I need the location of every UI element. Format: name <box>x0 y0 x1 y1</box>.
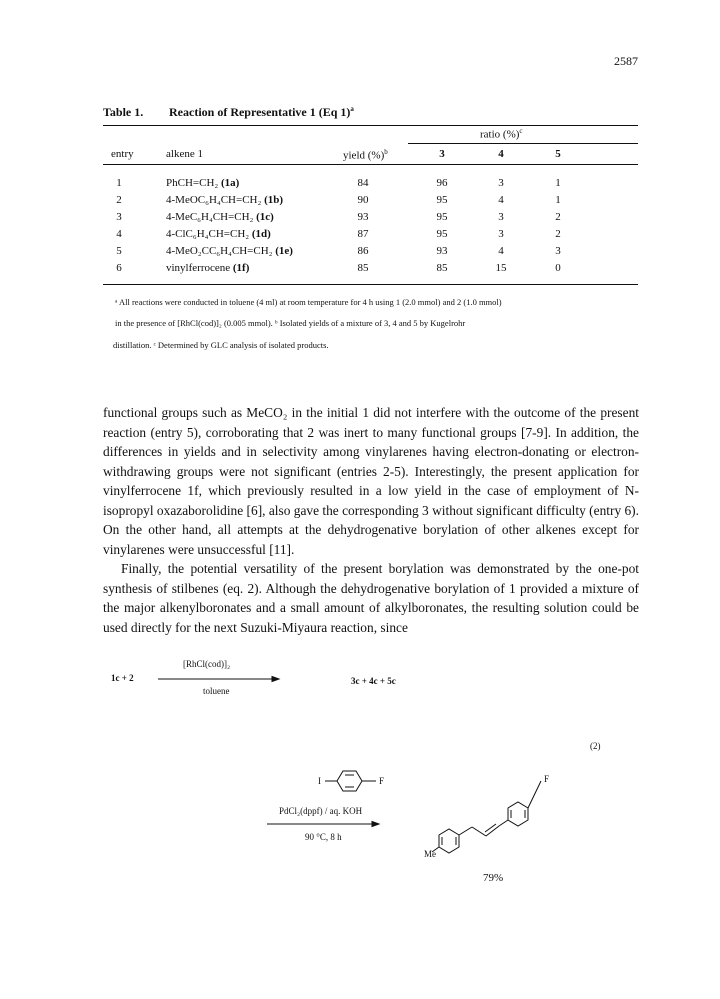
entry-cell: 5 <box>116 245 122 257</box>
equation-number: (2) <box>590 741 601 751</box>
entry-cell: 2 <box>116 194 122 206</box>
ratio-header-text: ratio (%) <box>480 128 520 141</box>
ratio4-cell: 4 <box>498 194 504 206</box>
yield-cell: 86 <box>357 245 369 257</box>
alkene-formula: 4-MeO₂CC₆H₄CH=CH₂ <box>166 245 273 257</box>
col-yield-mark: b <box>384 148 388 156</box>
ratio-header-mark: c <box>519 127 523 135</box>
alkene-formula: 4-ClC₆H₄CH=CH₂ <box>166 228 250 240</box>
arrow-head-2 <box>372 822 379 827</box>
table-footnote: distillation. ᶜ Determined by GLC analysis of isolated products. <box>113 340 329 350</box>
alkene-code: (1d) <box>251 228 271 240</box>
ratio4-cell: 4 <box>498 245 504 257</box>
scheme-products: 3c + 4c + 5c <box>351 676 396 686</box>
aryl-halide-F: F <box>379 776 385 786</box>
yield-cell: 93 <box>357 211 369 223</box>
alkene-code: (1f) <box>232 262 250 274</box>
ratio3-cell: 96 <box>436 177 448 189</box>
col-5: 5 <box>555 148 561 160</box>
paragraph: functional groups such as MeCO₂ in the initial 1 did not interfere with the outcome of the present reaction (entry 5), corroborating that 2 was inert to many functional groups [7-9]. In addition, the differences in yields and in selectivity among vinylarenes having electron-donating or electron-withdrawing groups were not significant (entries 2-5). Interestingly, the present application for vinylferrocene 1f, which previously resulted in a low yield in the case of employment of N-isopropyl oxazaborolidine [6], also gave the corresponding 3 without significant difficulty (entry 6). On the other hand, all attempts at the dehydrogenative borylation of other alkenes except for vinylarenes were unsuccessful [11]. <box>103 405 639 557</box>
ratio4-cell: 3 <box>498 211 504 223</box>
ratio4-cell: 3 <box>498 228 504 240</box>
entry-cell: 1 <box>116 177 122 189</box>
alkene-code: (1e) <box>275 245 293 257</box>
scheme-catalyst: [RhCl(cod)]₂ <box>183 659 231 669</box>
aryl-halide-I: I <box>318 776 321 786</box>
paragraph: Finally, the potential versatility of the present borylation was demonstrated by the one-pot synthesis of stilbenes (eq. 2). Although the dehydrogenative borylation of 1 provided a mixture of the major alkenylboronates and a small amount of alkylboronates, the resulting solution could be used directly for the next Suzuki-Miyaura reaction, since <box>103 561 639 635</box>
stilbene-structure <box>432 781 541 853</box>
table-caption: Reaction of Representative 1 (Eq 1) <box>169 105 351 119</box>
product-me-label: Me <box>424 849 436 859</box>
alkene-code: (1c) <box>256 211 274 223</box>
yield-cell: 84 <box>357 177 369 189</box>
scheme-yield: 79% <box>483 872 504 884</box>
arrow-head-1 <box>272 677 279 682</box>
alkene-code: (1a) <box>220 177 240 189</box>
ratio4-cell: 15 <box>495 262 507 274</box>
ratio3-cell: 93 <box>436 245 448 257</box>
entry-cell: 4 <box>116 228 122 240</box>
yield-cell: 90 <box>357 194 369 206</box>
ratio5-cell: 2 <box>555 228 561 240</box>
ratio3-cell: 95 <box>436 211 448 223</box>
entry-cell: 6 <box>116 262 122 274</box>
fluoroiodobenzene-structure <box>325 771 376 791</box>
alkene-code: (1b) <box>264 194 284 206</box>
alkene-formula: PhCH=CH₂ <box>166 177 219 189</box>
col-yield-text: yield (%) <box>343 149 385 162</box>
col-entry: entry <box>111 148 134 160</box>
ratio5-cell: 0 <box>555 262 561 274</box>
product-f-label: F <box>544 774 550 784</box>
scheme-conditions: 90 °C, 8 h <box>305 832 342 842</box>
ratio3-cell: 85 <box>436 262 448 274</box>
page-number: 2587 <box>614 54 638 68</box>
yield-cell: 87 <box>357 228 369 240</box>
ratio5-cell: 2 <box>555 211 561 223</box>
table-label: Table 1. <box>103 105 144 119</box>
col-alkene: alkene 1 <box>166 148 203 160</box>
table-footnote: in the presence of [RhCl(cod)]₂ (0.005 mmol). ᵇ Isolated yields of a mixture of 3, 4 and 5 by Kugelrohr <box>115 318 466 328</box>
yield-cell: 85 <box>357 262 369 274</box>
ratio4-cell: 3 <box>498 177 504 189</box>
alkene-formula: vinylferrocene <box>166 262 231 274</box>
table-title-mark: a <box>350 105 354 113</box>
scheme-solvent: toluene <box>203 686 230 696</box>
table-footnote: ᵃ All reactions were conducted in toluene (4 ml) at room temperature for 4 h using 1 (2.0 mmol) and 2 (1.0 mmol) <box>115 297 502 307</box>
alkene-formula: 4-MeOC₆H₄CH=CH₂ <box>166 194 262 206</box>
ratio3-cell: 95 <box>436 228 448 240</box>
ratio5-cell: 1 <box>555 177 561 189</box>
ratio5-cell: 1 <box>555 194 561 206</box>
scheme-reagent: PdCl₂(dppf) / aq. KOH <box>279 806 363 816</box>
alkene-formula: 4-MeC₆H₄CH=CH₂ <box>166 211 254 223</box>
entry-cell: 3 <box>116 211 122 223</box>
col-3: 3 <box>439 148 445 160</box>
ratio5-cell: 3 <box>555 245 561 257</box>
scheme-reactants: 1c + 2 <box>111 673 134 683</box>
ratio3-cell: 95 <box>436 194 448 206</box>
col-4: 4 <box>498 148 504 160</box>
